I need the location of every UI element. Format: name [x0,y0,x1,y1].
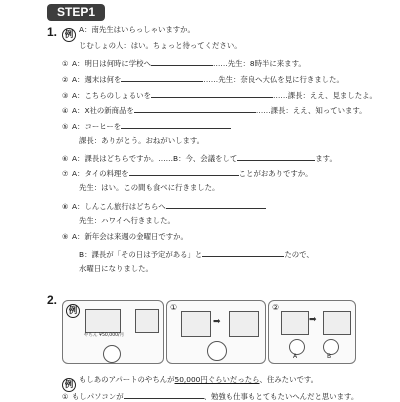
bottom-line-1-prefix: もしあのアパートのやちんが [79,375,175,384]
house-icon [323,311,351,335]
item-reply: ます。 [315,154,337,163]
item-number: ⑦ [62,170,69,178]
rent-sign: やちん ¥50,000/月 [83,333,125,338]
answer-blank[interactable] [121,120,231,129]
apartment-icon [135,309,159,333]
item-prompt: A：コーヒーを [72,122,122,131]
bottom-example-line [79,375,318,384]
computer-icon [181,311,211,337]
item-reply: ……課長：ええ、知っています。 [255,106,367,115]
section-1-number: 1. [47,25,58,39]
answer-blank[interactable] [124,390,204,399]
item-number: ④ [62,107,69,115]
item-reply: ……先生：奈良へ大仏を見に行きました。 [203,75,344,84]
item-number: ⑥ [62,155,69,163]
answer-blank[interactable] [202,248,284,257]
example-line-2: じむしょの人：はい。ちょっと待ってください。 [79,41,242,50]
item-prompt: A：新年会は来週の金曜日ですか。 [72,232,188,241]
answer-blank[interactable] [129,167,239,176]
item-number: ⑤ [62,123,69,131]
bottom-line-1-suffix: 、住みたいです。 [259,375,319,384]
picture-1 [166,300,266,364]
item-reply: ……課長：ええ、見ましたよ。 [272,91,377,100]
desk-icon [229,311,259,337]
example-line-1: A：南先生はいらっしゃいますか。 [79,25,195,34]
answer-blank[interactable] [151,57,213,66]
item-3 [62,89,377,101]
person-icon [207,341,227,361]
item-prompt: A：こちらのしょるいを [72,91,151,100]
item-9-b-prefix: B：課長が「その日は予定がある」と [79,250,203,259]
section-2-number: 2. [47,293,58,307]
example-mark: 例 [62,22,76,42]
item-prompt: A：X社の新商品を [72,106,134,115]
person-icon [103,345,121,363]
item-number: ① [62,393,69,401]
example-mark: 例 [66,304,80,318]
answer-blank[interactable] [166,200,266,209]
item-8-reply: 先生：ハワイへ行きました。 [79,216,175,225]
item-7-reply: 先生：はい。この間も食べに行きました。 [79,183,220,192]
item-number: ⑧ [62,203,69,211]
example-picture [62,300,164,364]
item-5-reply: 課長：ありがとう。おねがいします。 [79,136,205,145]
item-prompt: A：しんこん旅行はどちらへ [72,202,166,211]
answer-blank[interactable] [121,73,203,82]
answer-blank[interactable] [237,152,315,161]
item-prompt: A：週末は何を [72,75,122,84]
item-prompt: A：課長はどちらですか。……B：今、会議をして [72,154,238,163]
bottom-line-1-answer: 50,000円ぐらいだったら [174,375,260,384]
bottom-example-mark: 例 [62,372,76,392]
person-a-label: A [293,353,298,360]
picture-number: ② [272,303,280,312]
item-9-b-line [79,248,314,259]
item-number: ⑨ [62,233,69,241]
item-7 [62,167,313,179]
item-1 [62,57,306,69]
arrow-icon: ➡ [213,317,221,327]
answer-blank[interactable] [151,89,273,98]
item-8 [62,200,266,212]
bottom-item-1 [62,390,358,402]
step-badge: STEP1 [47,4,105,21]
item-prompt: A：明日は何時に学校へ [72,59,151,68]
item-number: ③ [62,92,69,100]
item-2 [62,73,344,85]
item-reply: ……先生：8時半に来ます。 [212,59,306,68]
picture-2 [268,300,356,364]
answer-blank[interactable] [134,104,256,113]
arrow-icon: ➡ [309,315,317,325]
item-number: ① [62,60,69,68]
item-9-b-suffix: たので、 [284,250,314,259]
bottom-line-2-prefix: もしパソコンが [72,392,124,401]
item-9 [62,232,188,242]
item-prompt: A：タイの料理を [72,169,129,178]
item-4 [62,104,367,116]
apartment-icon [85,309,121,333]
item-number: ② [62,76,69,84]
house-icon [281,311,309,335]
picture-number: ① [170,303,178,312]
bottom-line-2-suffix: 、勉強も仕事もとてもたいへんだと思います。 [203,392,359,401]
item-9-b-line-2: 水曜日になりました。 [79,264,153,273]
item-5 [62,120,231,132]
item-6 [62,152,337,164]
person-b-label: B [327,353,332,360]
item-reply: ことがおありですか。 [238,169,313,178]
